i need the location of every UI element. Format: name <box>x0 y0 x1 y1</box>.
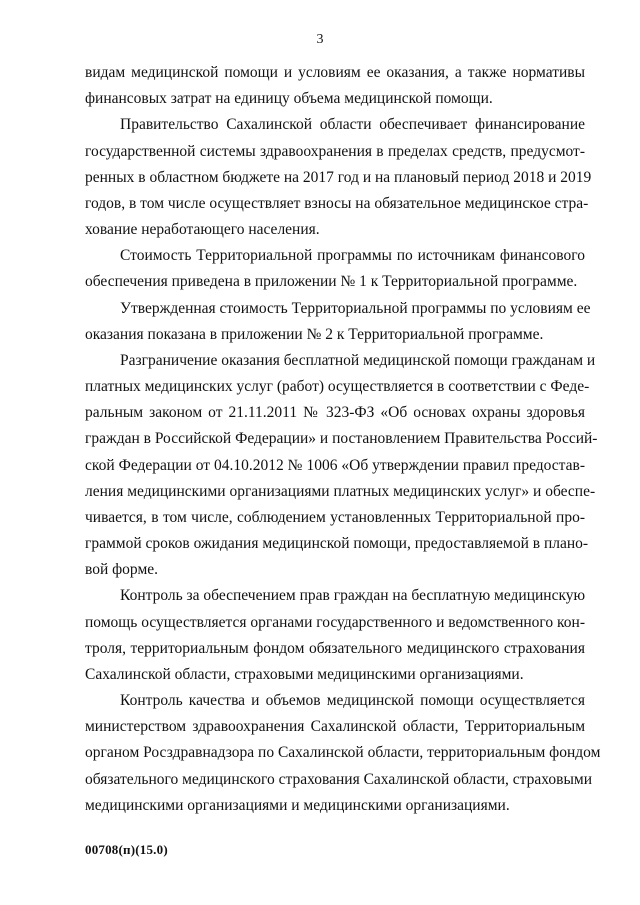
text-line: министерством здравоохранения Сахалинской области, Территориальным <box>85 718 585 735</box>
text-line: Стоимость Территориальной программы по источникам финансового <box>120 247 585 264</box>
text-line: медицинскими организациями и медицинскими организациями. <box>85 797 510 814</box>
text-line: ренных в областном бюджете на 2017 год и на плановый период 2018 и 2019 <box>85 169 592 186</box>
text-line: ления медицинскими организациями платных медицинских услуг» и обеспе- <box>85 483 596 500</box>
text-line: Сахалинской области, страховыми медицинскими организациями. <box>85 666 524 683</box>
text-line: Контроль качества и объемов медицинской помощи осуществляется <box>120 692 585 709</box>
text-line: обеспечения приведена в приложении № 1 к Территориальной программе. <box>85 273 578 290</box>
text-line: помощь осуществляется органами государственного и ведомственного кон- <box>85 614 585 631</box>
text-line: Разграничение оказания бесплатной медицинской помощи гражданам и <box>120 352 596 369</box>
text-line: оказания показана в приложении № 2 к Территориальной программе. <box>85 326 544 343</box>
text-line: троля, территориальным фондом обязательного медицинского страхования <box>85 640 585 657</box>
text-line: видам медицинской помощи и условиям ее оказания, а также нормативы <box>85 64 585 81</box>
text-line: годов, в том числе осуществляет взносы на обязательное медицинское стра- <box>85 195 589 212</box>
text-line: ской Федерации от 04.10.2012 № 1006 «Об утверждении правил предостав- <box>85 457 585 474</box>
text-line: обязательного медицинского страхования Сахалинской области, страховыми <box>85 771 592 788</box>
document-code: 00708(п)(15.0) <box>85 842 168 857</box>
text-line: хование неработающего населения. <box>85 221 320 238</box>
text-line: вой форме. <box>85 561 159 578</box>
text-line: органом Росздравнадзора по Сахалинской области, территориальным фондом <box>85 744 601 761</box>
text-line: Утвержденная стоимость Территориальной программы по условиям ее <box>120 300 591 317</box>
page-number: 3 <box>316 32 324 47</box>
text-line: чивается, в том числе, соблюдением установленных Территориальной про- <box>85 509 585 526</box>
text-line: государственной системы здравоохранения в пределах средств, предусмот- <box>85 143 585 160</box>
text-line: Контроль за обеспечением прав граждан на бесплатную медицинскую <box>120 587 586 604</box>
text-line: Правительство Сахалинской области обеспечивает финансирование <box>120 116 585 133</box>
text-line: финансовых затрат на единицу объема медицинской помощи. <box>85 90 493 107</box>
text-line: ральным законом от 21.11.2011 № 323-ФЗ «Об основах охраны здоровья <box>85 404 585 421</box>
text-line: граммой сроков ожидания медицинской помощи, предоставляемой в плано- <box>85 535 589 552</box>
text-line: платных медицинских услуг (работ) осуществляется в соответствии с Феде- <box>85 378 590 395</box>
text-line: граждан в Российской Федерации» и постановлением Правительства Россий- <box>85 430 598 447</box>
